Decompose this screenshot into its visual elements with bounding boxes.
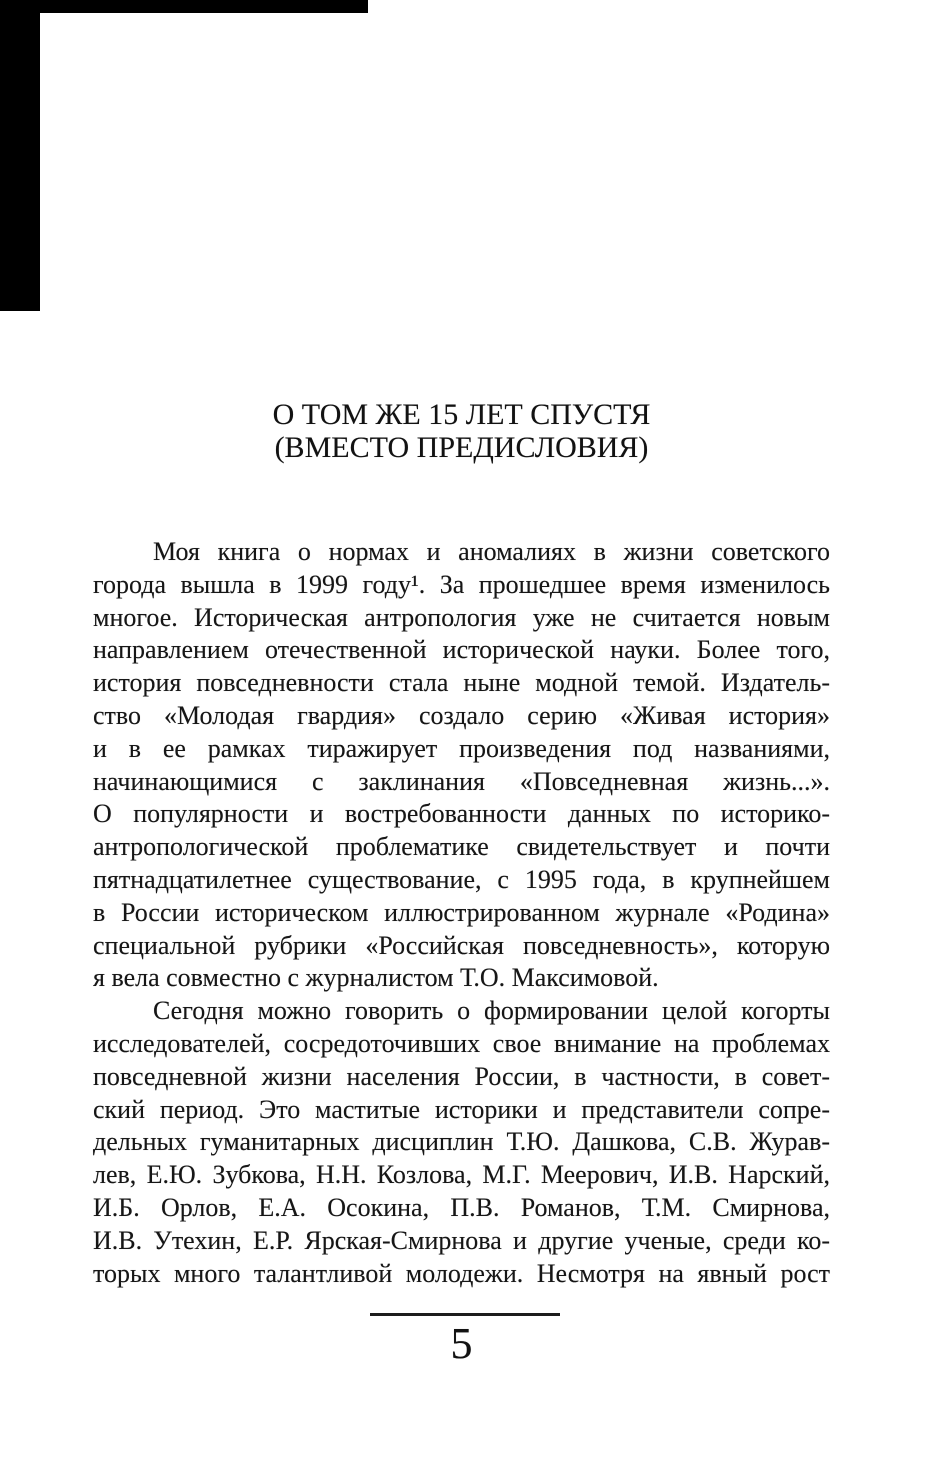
- body-line: пятнадцатилетнее существование, с 1995 года, в крупнейшем: [93, 864, 830, 894]
- body-line: Сегодня можно говорить о формировании целой когорты: [153, 996, 830, 1026]
- chapter-title-line-2: (ВМЕСТО ПРЕДИСЛОВИЯ): [274, 431, 649, 464]
- body-line: я вела совместно с журналистом Т.О. Максимовой.: [93, 963, 659, 993]
- body-line: в России историческом иллюстрированном журнале «Родина»: [93, 897, 830, 927]
- body-line: специальной рубрики «Российская повседневность», которую: [93, 930, 830, 960]
- body-text: [93, 536, 830, 1290]
- body-line: начинающимися с заклинания «Повседневная жизнь...».: [93, 766, 830, 796]
- body-line: лев, Е.Ю. Зубкова, Н.Н. Козлова, М.Г. Меерович, И.В. Нарский,: [93, 1160, 830, 1190]
- body-line: повседневной жизни населения России, в частности, в совет-: [93, 1061, 830, 1091]
- body-line: И.Б. Орлов, Е.А. Осокина, П.В. Романов, Т.М. Смирнова,: [93, 1192, 830, 1222]
- body-line: торых много талантливой молодежи. Несмотря на явный рост: [93, 1258, 830, 1288]
- body-line: О популярности и востребованности данных по историко-: [93, 799, 830, 829]
- body-line: Моя книга о нормах и аномалиях в жизни советского: [153, 537, 830, 566]
- body-line: направлением отечественной исторической науки. Более того,: [93, 635, 830, 665]
- body-line: многое. Историческая антропология уже не считается новым: [93, 602, 830, 632]
- body-line: ский период. Это маститые историки и представители сопре-: [93, 1094, 830, 1124]
- footnote-rule: [370, 1313, 560, 1316]
- chapter-title-line-1: О ТОМ ЖЕ 15 ЛЕТ СПУСТЯ: [272, 398, 651, 431]
- body-line: исследователей, сосредоточивших свое внимание на проблемах: [93, 1028, 830, 1058]
- body-line: города вышла в 1999 году¹. За прошедшее время изменилось: [93, 569, 830, 599]
- chapter-title: [93, 398, 830, 464]
- body-line: дельных гуманитарных дисциплин Т.Ю. Дашкова, С.В. Журав-: [93, 1127, 830, 1157]
- scan-artifact-top-bar: [0, 0, 368, 13]
- body-line: И.В. Утехин, Е.Р. Ярская-Смирнова и другие ученые, среди ко-: [93, 1225, 830, 1255]
- body-line: ство «Молодая гвардия» создало серию «Живая история»: [93, 700, 830, 730]
- scan-artifact-left-bar: [0, 0, 40, 311]
- body-line: история повседневности стала ныне модной темой. Издатель-: [93, 668, 830, 698]
- body-line: антропологической проблематике свидетельствует и почти: [93, 832, 830, 862]
- body-line: и в ее рамках тиражирует произведения под названиями,: [93, 733, 830, 763]
- page-number: 5: [450, 1319, 473, 1368]
